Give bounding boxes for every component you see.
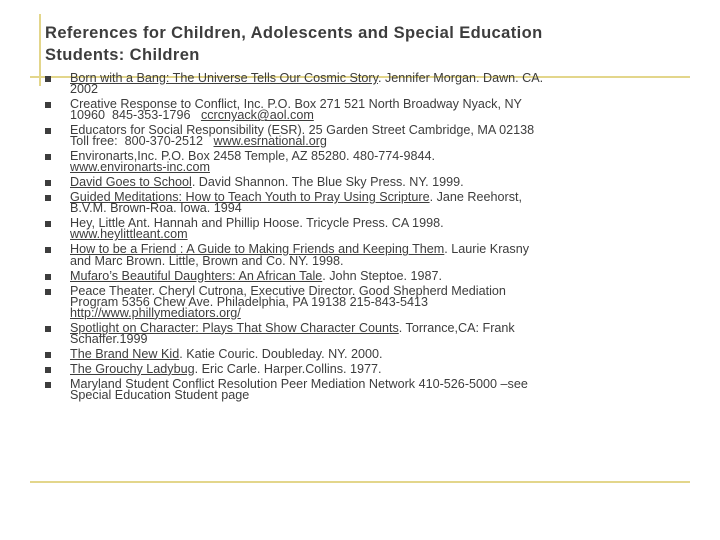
citation-text: . Laurie Krasny (444, 242, 529, 257)
citation-text: . Jennifer Morgan. Dawn. CA. (377, 71, 544, 85)
list-item (45, 151, 685, 173)
list-item (45, 320, 685, 346)
book-title: The Grouchy Ladybug (70, 361, 195, 376)
web-link[interactable]: http://www.phillymediators.org/ (70, 305, 241, 320)
citation-text: Toll free: 800-370-2512 (70, 134, 214, 149)
web-link[interactable]: www.heylittleant.com (70, 227, 188, 242)
list-item (45, 177, 685, 188)
square-bullet-icon (45, 195, 51, 201)
footer-rule (30, 481, 690, 483)
citation-text: 10960 845-353-1796 (70, 108, 201, 123)
square-bullet-icon (45, 274, 51, 280)
list-item (45, 73, 685, 95)
list-item (45, 125, 685, 147)
book-title: Mufaro’s Beautiful Daughters: An African Tale (70, 268, 323, 283)
web-link[interactable]: www.esrnational.org (213, 134, 327, 149)
citation-text: . Jane Reehorst, (429, 190, 522, 205)
square-bullet-icon (45, 289, 51, 295)
square-bullet-icon (45, 326, 51, 332)
square-bullet-icon (45, 367, 51, 373)
citation-text: Peace Theater. Cheryl Cutrona, Executive Director. Good Shepherd Mediation (70, 283, 506, 298)
citation-text: Creative Response to Conflict, Inc. P.O. Box 271 521 North Broadway Nyack, NY (70, 97, 522, 112)
square-bullet-icon (45, 102, 51, 108)
citation-text: Maryland Student Conflict Resolution Peer Mediation Network 410-526-5000 –see (70, 376, 528, 391)
book-title: Born with a Bang: The Universe Tells Our Cosmic Story (70, 71, 378, 85)
square-bullet-icon (45, 76, 51, 82)
book-title: The Brand New Kid (70, 346, 180, 361)
citation-text: B.V.M. Brown-Roa. Iowa. 1994 (70, 201, 242, 216)
citation-text: 2002 (70, 82, 99, 97)
citation-text: . Eric Carle. Harper.Collins. 1977. (194, 361, 382, 376)
title-line-2: Students: Children (45, 46, 200, 64)
book-title: How to be a Friend : A Guide to Making Friends and Keeping Them (70, 242, 445, 257)
square-bullet-icon (45, 180, 51, 186)
list-item (45, 244, 685, 266)
square-bullet-icon (45, 382, 51, 388)
square-bullet-icon (45, 352, 51, 358)
web-link[interactable]: www.environarts-inc.com (70, 160, 210, 175)
citation-text: . David Shannon. The Blue Sky Press. NY. 1999. (191, 175, 464, 190)
list-item (45, 376, 685, 402)
list-item (45, 361, 685, 376)
list-item (45, 268, 685, 283)
book-title: Guided Meditations: How to Teach Youth to Pray Using Scripture (70, 190, 430, 205)
list-item (45, 99, 685, 121)
citation-text: . Torrance,CA: Frank (398, 320, 515, 335)
citation-text: Environarts,Inc. P.O. Box 2458 Temple, AZ 85280. 480-774-9844. (70, 149, 435, 164)
square-bullet-icon (45, 247, 51, 253)
citation-text: and Marc Brown. Little, Brown and Co. NY. 1998. (70, 253, 344, 268)
citation-text: Program 5356 Chew Ave. Philadelphia, PA 19138 215-843-5413 (70, 294, 429, 309)
citation-text: Hey, Little Ant. Hannah and Phillip Hoose. Tricycle Press. CA 1998. (70, 216, 444, 231)
list-item (45, 218, 685, 240)
reference-list (45, 73, 685, 405)
list-item (45, 192, 685, 214)
citation-text: Educators for Social Responsibility (ESR). 25 Garden Street Cambridge, MA 02138 (70, 123, 535, 138)
book-title: Spotlight on Character: Plays That Show Character Counts (70, 320, 399, 335)
square-bullet-icon (45, 154, 51, 160)
email-link[interactable]: ccrcnyack@aol.com (200, 108, 314, 123)
slide-title (45, 22, 695, 66)
citation-text: Schaffer.1999 (70, 331, 148, 346)
list-item (45, 346, 685, 361)
book-title: David Goes to School (70, 175, 192, 190)
square-bullet-icon (45, 221, 51, 227)
title-line-1: References for Children, Adolescents and Special Education (45, 24, 543, 42)
citation-text: . John Steptoe. 1987. (322, 268, 442, 283)
citation-text: . Katie Couric. Doubleday. NY. 2000. (179, 346, 383, 361)
list-item (45, 283, 685, 320)
square-bullet-icon (45, 128, 51, 134)
citation-text: Special Education Student page (70, 387, 250, 402)
